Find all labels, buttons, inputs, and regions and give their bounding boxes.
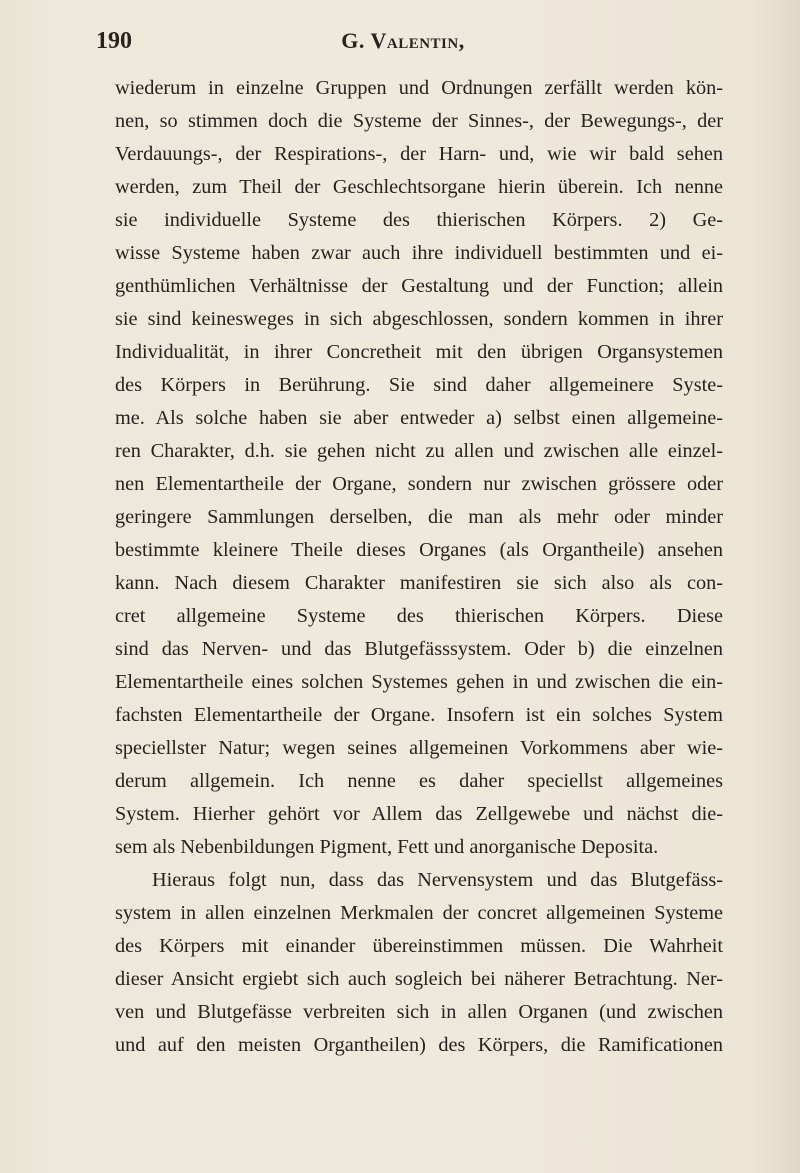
text-line: me. Als solche haben sie aber entweder a) selbst einen allgemeine- [115,407,723,429]
text-line: Individualität, in ihrer Concretheit mit den übrigen Organsystemen [115,341,723,363]
text-line: Verdauungs-, der Respirations-, der Harn- und, wie wir bald sehen [115,143,723,165]
text-line: ven und Blutgefässe verbreiten sich in allen Organen (und zwischen [115,1001,723,1023]
text-line: cret allgemeine Systeme des thierischen Körpers. Diese [115,605,723,627]
text-line: speciellster Natur; wegen seines allgemeinen Vorkommens aber wie- [115,737,723,759]
text-line: Hieraus folgt nun, dass das Nervensystem und das Blutgefäss- [152,869,723,891]
page-header [96,24,710,58]
text-line: bestimmte kleinere Theile dieses Organes (als Organtheile) ansehen [115,539,723,561]
page-number: 190 [96,28,132,54]
text-line: derum allgemein. Ich nenne es daher speciellst allgemeines [115,770,723,792]
text-line: des Körpers in Berührung. Sie sind daher allgemeinere Syste- [115,374,723,396]
text-line: nen, so stimmen doch die Systeme der Sinnes-, der Bewegungs-, der [115,110,723,132]
text-line: nen Elementartheile der Organe, sondern nur zwischen grössere oder [115,473,723,495]
text-line: System. Hierher gehört vor Allem das Zellgewebe und nächst die- [115,803,723,825]
text-line: sind das Nerven- und das Blutgefässsystem. Oder b) die einzelnen [115,638,723,660]
running-title: G. Valentin, [341,28,465,53]
text-line: ren Charakter, d.h. sie gehen nicht zu allen und zwischen alle einzel- [115,440,723,462]
text-line: Elementartheile eines solchen Systemes gehen in und zwischen die ein- [115,671,723,693]
text-line: kann. Nach diesem Charakter manifestiren sie sich also als con- [115,572,723,594]
text-line: system in allen einzelnen Merkmalen der concret allgemeinen Systeme [115,902,723,924]
body-text [115,72,723,1062]
text-line: und auf den meisten Organtheilen) des Körpers, die Ramificationen [115,1034,723,1056]
text-line: geringere Sammlungen derselben, die man als mehr oder minder [115,506,723,528]
text-line: wisse Systeme haben zwar auch ihre individuell bestimmten und ei- [115,242,723,264]
text-line: sie sind keinesweges in sich abgeschlossen, sondern kommen in ihrer [115,308,723,330]
text-line: sem als Nebenbildungen Pigment, Fett und anorganische Deposita. [115,836,659,858]
text-line: dieser Ansicht ergiebt sich auch sogleich bei näherer Betrachtung. Ner- [115,968,723,990]
text-line: sie individuelle Systeme des thierischen Körpers. 2) Ge- [115,209,723,231]
text-line: des Körpers mit einander übereinstimmen müssen. Die Wahrheit [115,935,723,957]
text-line: genthümlichen Verhältnisse der Gestaltung und der Function; allein [115,275,723,297]
text-line: wiederum in einzelne Gruppen und Ordnungen zerfällt werden kön- [115,77,723,99]
text-line: fachsten Elementartheile der Organe. Insofern ist ein solches System [115,704,723,726]
text-line: werden, zum Theil der Geschlechtsorgane hierin überein. Ich nenne [115,176,723,198]
